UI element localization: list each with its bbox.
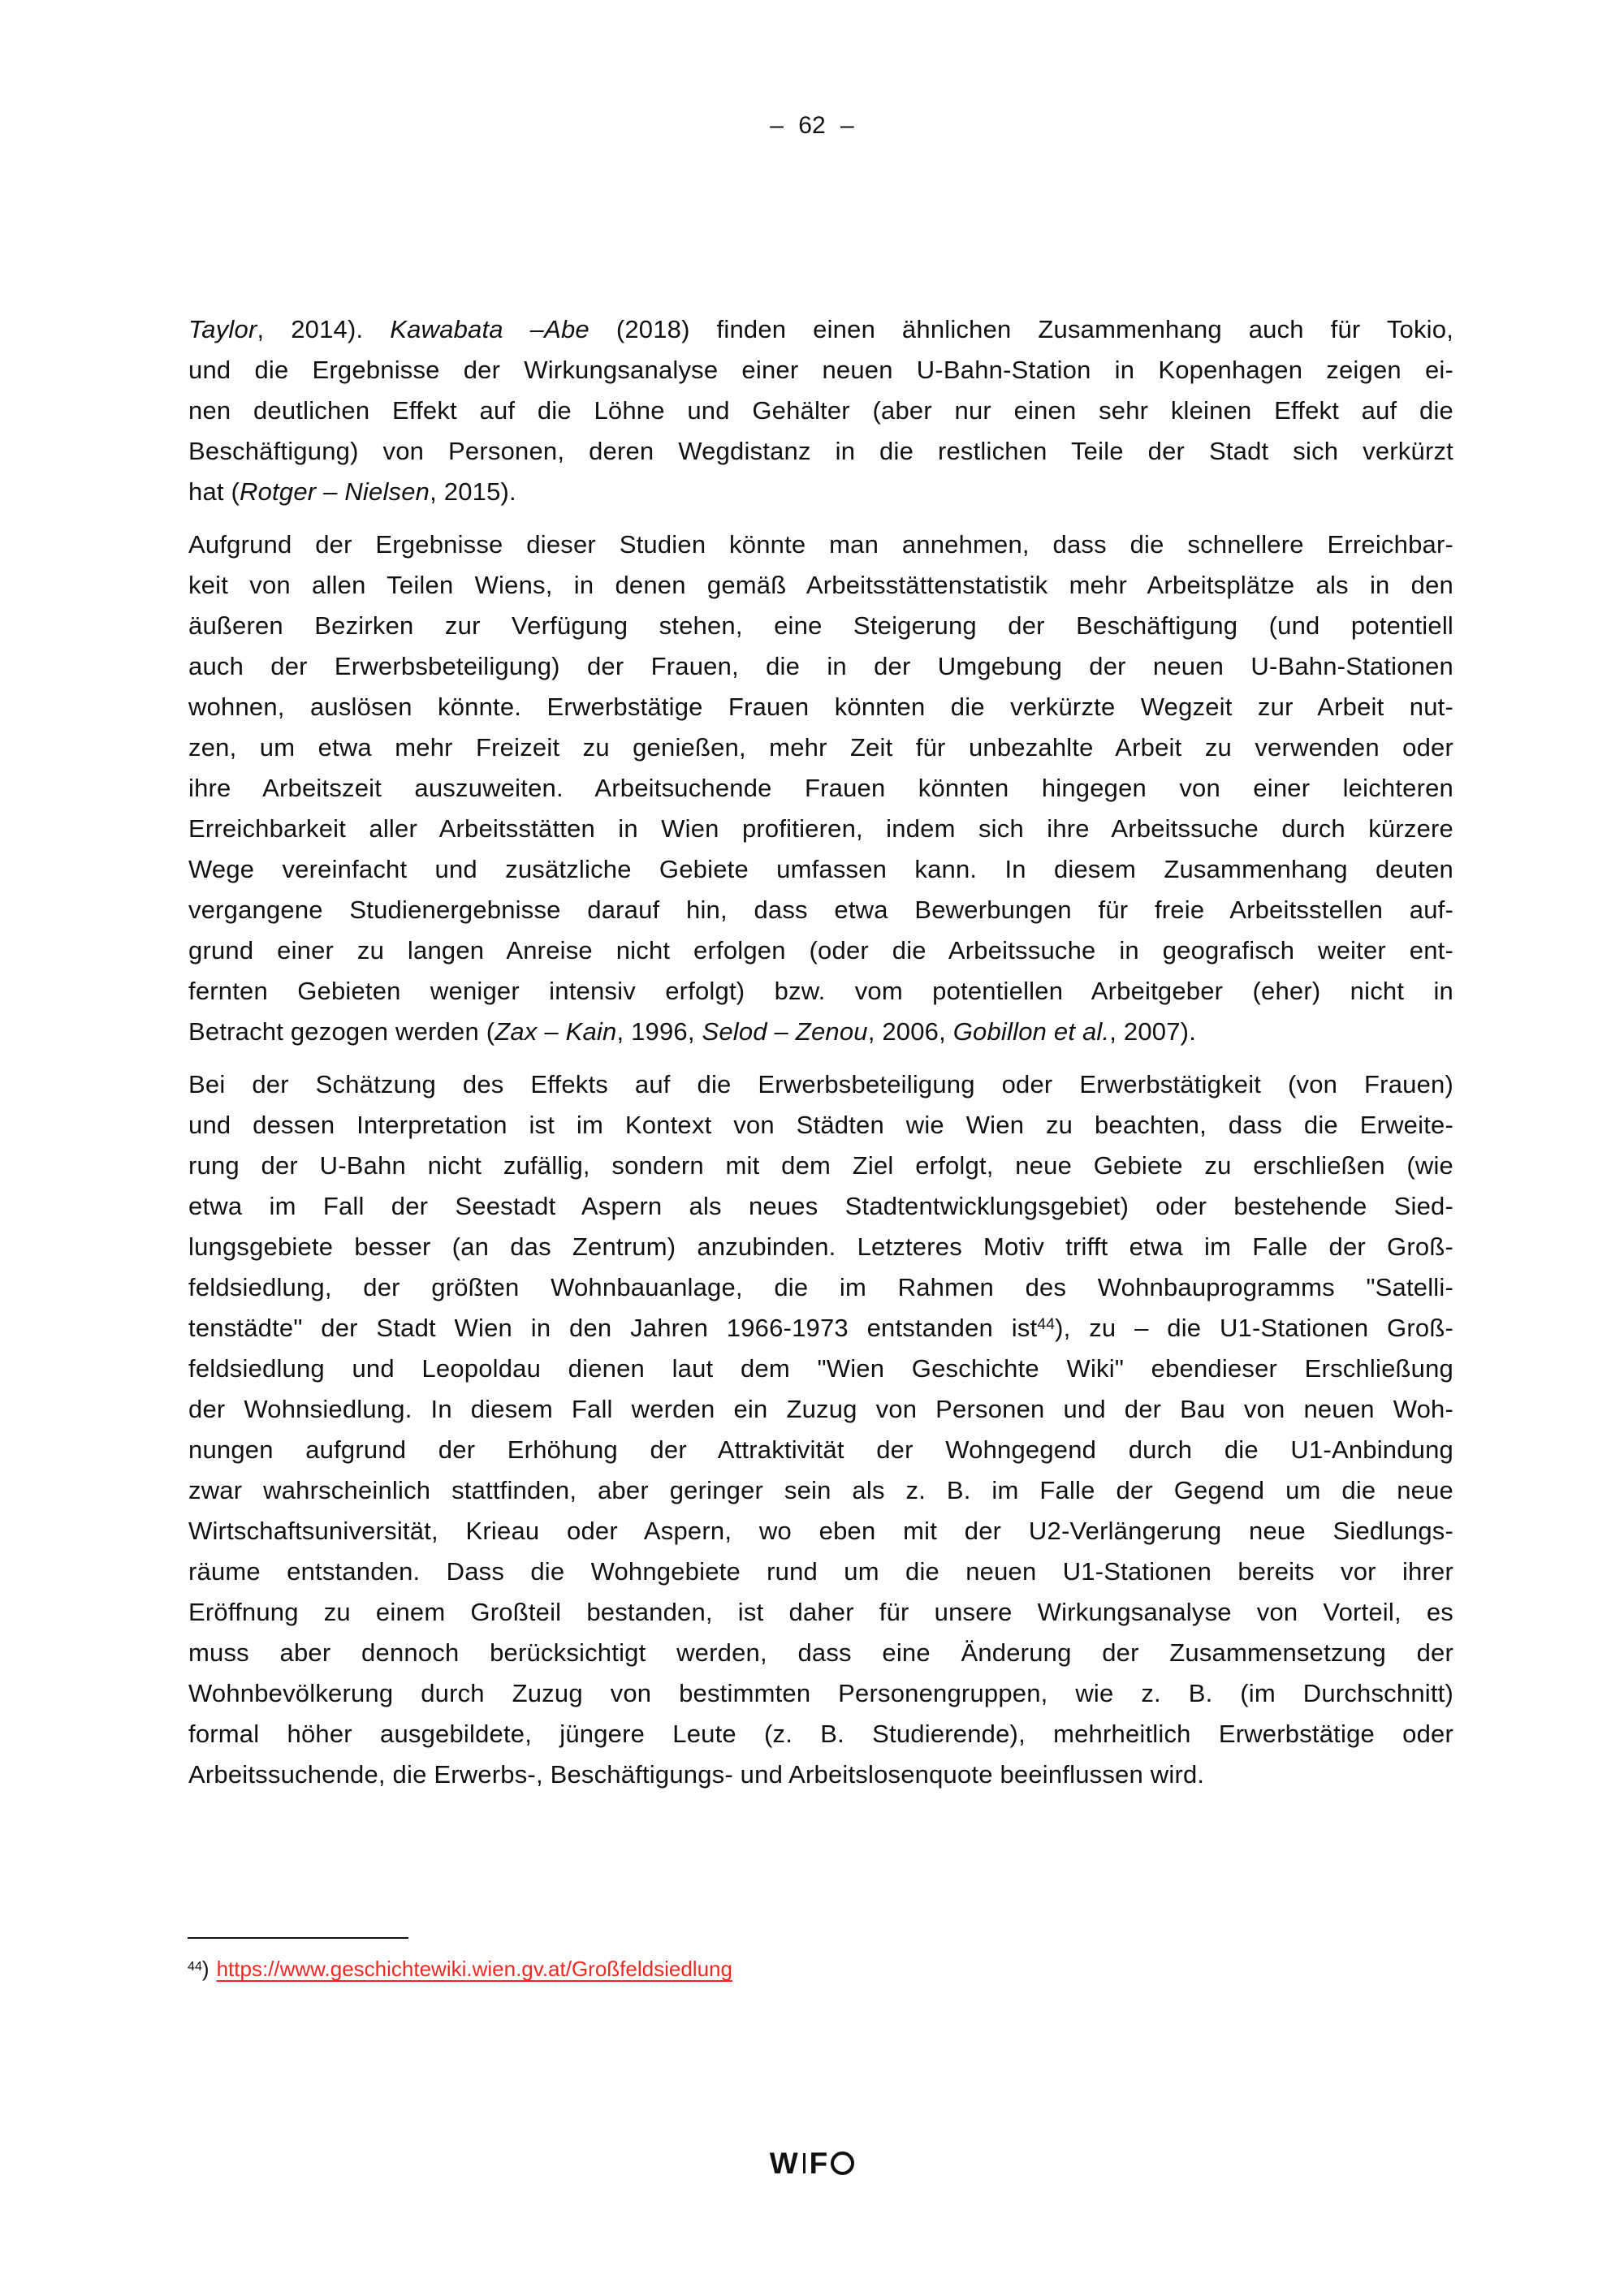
text-line [188, 1511, 1453, 1552]
text-run: zwar wahrscheinlich stattfinden, aber geringer sein als z. B. im Falle der Gegend um die neue [188, 1476, 1453, 1504]
text-run: , 2006, [867, 1017, 953, 1046]
citation-italic: Selod – Zenou [702, 1017, 868, 1046]
text-line [188, 1105, 1453, 1146]
text-line [188, 1267, 1453, 1308]
text-line [188, 1633, 1453, 1673]
text-run: (2018) finden einen ähnlichen Zusammenhang auch für Tokio, [589, 315, 1454, 343]
text-run: auch der Erwerbsbeteiligung) der Frauen, die in der Umgebung der neuen U-Bahn-Stationen [188, 652, 1453, 680]
text-run: ihre Arbeitszeit auszuweiten. Arbeitsuchende Frauen könnten hingegen von einer leichteren [188, 774, 1453, 802]
text-run: Aufgrund der Ergebnisse dieser Studien könnte man annehmen, dass die schnellere Erreichbar- [188, 530, 1453, 559]
text-line [188, 1227, 1453, 1267]
text-run: rung der U-Bahn nicht zufällig, sondern mit dem Ziel erfolgt, neue Gebiete zu erschließen (wie [188, 1151, 1453, 1180]
text-run: hat ( [188, 477, 240, 506]
text-line [188, 1430, 1453, 1470]
text-run: Wege vereinfacht und zusätzliche Gebiete umfassen kann. In diesem Zusammenhang deuten [188, 855, 1453, 883]
text-line [188, 890, 1453, 930]
text-line [188, 1146, 1453, 1186]
text-line [188, 1349, 1453, 1389]
text-line [188, 431, 1453, 472]
text-line [188, 309, 1453, 350]
text-run: Eröffnung zu einem Großteil bestanden, ist daher für unsere Wirkungsanalyse von Vorteil, es [188, 1598, 1453, 1626]
text-run: und dessen Interpretation ist im Kontext von Städten wie Wien zu beachten, dass die Erweite- [188, 1111, 1453, 1139]
paragraph-1 [188, 309, 1453, 512]
text-run: Bei der Schätzung des Effekts auf die Erwerbsbeteiligung oder Erwerbstätigkeit (von Frauen) [188, 1070, 1453, 1098]
text-run: fernten Gebieten weniger intensiv erfolgt) bzw. vom potentiellen Arbeitgeber (eher) nicht in [188, 977, 1453, 1005]
text-line [188, 1308, 1453, 1349]
text-line [188, 768, 1453, 809]
text-run: der Wohnsiedlung. In diesem Fall werden ein Zuzug von Personen und der Bau von neuen Woh- [188, 1395, 1453, 1423]
text-run: , 2007). [1109, 1017, 1197, 1046]
text-run: Arbeitssuchende, die Erwerbs-, Beschäftigungs- und Arbeitslosenquote beeinflussen wird. [188, 1760, 1205, 1789]
text-line [188, 472, 1453, 512]
text-line [188, 687, 1453, 727]
text-line [188, 350, 1453, 391]
text-line [188, 1064, 1453, 1105]
paragraph-3 [188, 1064, 1453, 1795]
citation-italic: Rotger – Nielsen [240, 477, 430, 506]
footnote [188, 1955, 732, 1983]
text-run: Erreichbarkeit aller Arbeitsstätten in Wien profitieren, indem sich ihre Arbeitssuche durch kürzere [188, 814, 1453, 843]
text-run: grund einer zu langen Anreise nicht erfolgen (oder die Arbeitssuche in geografisch weiter ent- [188, 936, 1453, 965]
logo-divider-bar [803, 2153, 806, 2173]
footnote-marker: 44 [188, 1958, 202, 1974]
text-run: wohnen, auslösen könnte. Erwerbstätige Frauen könnten die verkürzte Wegzeit zur Arbeit nut- [188, 693, 1453, 721]
text-line [188, 1673, 1453, 1714]
text-line [188, 1012, 1453, 1052]
text-line [188, 1389, 1453, 1430]
text-run: Wohnbevölkerung durch Zuzug von bestimmten Personengruppen, wie z. B. (im Durchschnitt) [188, 1679, 1453, 1707]
paragraph-2 [188, 524, 1453, 1052]
footnote-paren: ) [201, 1957, 209, 1981]
footnote-reference: 44 [1037, 1316, 1056, 1334]
citation-italic: Zax – Kain [495, 1017, 617, 1046]
text-run: lungsgebiete besser (an das Zentrum) anzubinden. Letzteres Motiv trifft etwa im Falle der Groß- [188, 1232, 1453, 1261]
logo-letter-w: W [769, 2147, 798, 2180]
page-number: – 62 – [770, 112, 854, 139]
text-run: ), zu – die U1-Stationen Groß- [1055, 1314, 1453, 1342]
text-run: nen deutlichen Effekt auf die Löhne und Gehälter (aber nur einen sehr kleinen Effekt auf die [188, 396, 1453, 425]
text-line [188, 391, 1453, 431]
text-line [188, 1754, 1453, 1795]
footnote-separator [188, 1937, 408, 1939]
text-run: räume entstanden. Dass die Wohngebiete rund um die neuen U1-Stationen bereits vor ihrer [188, 1557, 1453, 1586]
text-run: zen, um etwa mehr Freizeit zu genießen, mehr Zeit für unbezahlte Arbeit zu verwenden oder [188, 733, 1453, 762]
text-run: , 2014). [257, 315, 391, 343]
wifo-logo [0, 2148, 1624, 2178]
text-run: etwa im Fall der Seestadt Aspern als neues Stadtentwicklungsgebiet) oder bestehende Sied- [188, 1192, 1453, 1220]
text-line [188, 1552, 1453, 1592]
text-line [188, 809, 1453, 849]
text-line [188, 565, 1453, 606]
text-run: formal höher ausgebildete, jüngere Leute (z. B. Studierende), mehrheitlich Erwerbstätige oder [188, 1720, 1453, 1748]
text-line [188, 1714, 1453, 1754]
text-run: tenstädte" der Stadt Wien in den Jahren 1966-1973 entstanden ist [188, 1314, 1038, 1342]
text-run: feldsiedlung und Leopoldau dienen laut dem "Wien Geschichte Wiki" ebendieser Erschließung [188, 1354, 1453, 1383]
logo-letter-f: F [809, 2147, 828, 2180]
citation-italic: Gobillon et al. [952, 1017, 1110, 1046]
text-line [188, 1186, 1453, 1227]
text-line [188, 524, 1453, 565]
text-run: vergangene Studienergebnisse darauf hin, dass etwa Bewerbungen für freie Arbeitsstellen auf- [188, 896, 1453, 924]
text-line [188, 727, 1453, 768]
logo-circle-o-icon [831, 2151, 854, 2175]
text-run: nungen aufgrund der Erhöhung der Attraktivität der Wohngegend durch die U1-Anbindung [188, 1435, 1453, 1464]
text-run: Beschäftigung) von Personen, deren Wegdistanz in die restlichen Teile der Stadt sich verkürzt [188, 437, 1453, 465]
text-line [188, 1470, 1453, 1511]
text-line [188, 971, 1453, 1012]
text-run: Betracht gezogen werden ( [188, 1017, 495, 1046]
text-run: , 1996, [616, 1017, 702, 1046]
text-line [188, 930, 1453, 971]
citation-italic: Taylor [188, 315, 257, 343]
footnote-link[interactable]: https://www.geschichtewiki.wien.gv.at/Großfeldsiedlung [216, 1957, 732, 1981]
text-run: Wirtschaftsuniversität, Krieau oder Aspern, wo eben mit der U2-Verlängerung neue Siedlungs- [188, 1517, 1453, 1545]
text-line [188, 849, 1453, 890]
text-line [188, 606, 1453, 646]
body-text [188, 309, 1453, 1795]
text-line [188, 1592, 1453, 1633]
text-run: , 2015). [430, 477, 516, 506]
text-run: keit von allen Teilen Wiens, in denen gemäß Arbeitsstättenstatistik mehr Arbeitsplätze als in den [188, 571, 1453, 599]
text-run: äußeren Bezirken zur Verfügung stehen, eine Steigerung der Beschäftigung (und potentiell [188, 611, 1453, 640]
citation-italic: Kawabata –Abe [390, 315, 590, 343]
text-run: muss aber dennoch berücksichtigt werden, dass eine Änderung der Zusammensetzung der [188, 1638, 1453, 1667]
text-run: feldsiedlung, der größten Wohnbauanlage, die im Rahmen des Wohnbauprogramms "Satelli- [188, 1273, 1453, 1301]
text-line [188, 646, 1453, 687]
text-run: und die Ergebnisse der Wirkungsanalyse einer neuen U-Bahn-Station in Kopenhagen zeigen ei- [188, 356, 1453, 384]
